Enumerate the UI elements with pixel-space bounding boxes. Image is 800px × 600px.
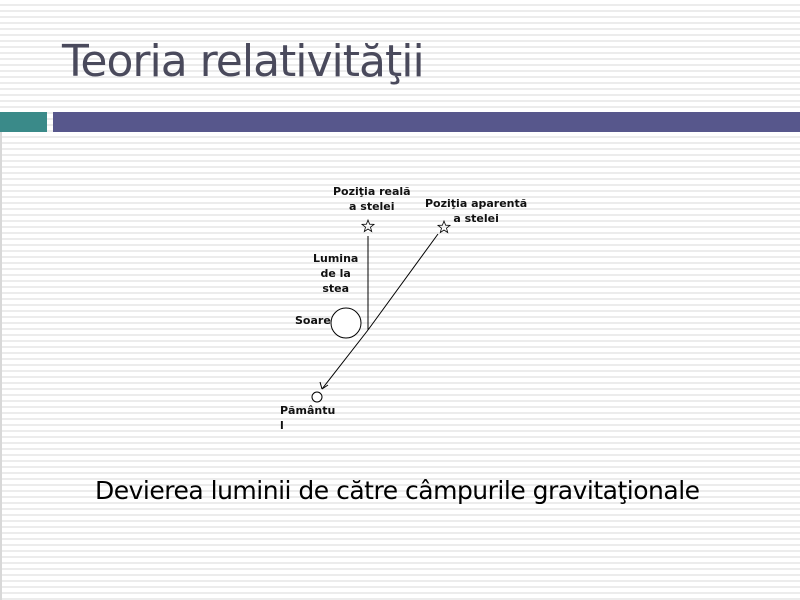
slide-caption: Devierea luminii de către câmpurile gravitaţionale [95, 476, 700, 505]
label-sun: Soare [295, 314, 331, 327]
label-earth-line1: Pământu [280, 404, 336, 417]
slide-title: Teoria relativităţii [62, 36, 424, 87]
real-star-icon [362, 220, 374, 232]
earth-icon [312, 392, 322, 402]
apparent-sight-line [368, 234, 438, 330]
arrowhead-icon [320, 382, 322, 389]
label-apparent-position-line1: Poziţia aparentă [425, 197, 528, 210]
label-real-position-line1: Poziţia reală [333, 185, 411, 198]
label-starlight-line2: de la [320, 267, 351, 280]
label-earth [280, 403, 335, 433]
label-starlight-line1: Lumina [313, 252, 359, 265]
label-real-position [333, 184, 411, 214]
deflected-ray [322, 330, 368, 389]
label-earth-line2: l [280, 419, 284, 432]
label-apparent-position [425, 196, 527, 226]
label-starlight [313, 251, 358, 296]
label-starlight-line3: stea [322, 282, 350, 295]
sun-icon [331, 308, 361, 338]
label-apparent-position-line2: a stelei [453, 212, 499, 225]
label-real-position-line2: a stelei [349, 200, 395, 213]
